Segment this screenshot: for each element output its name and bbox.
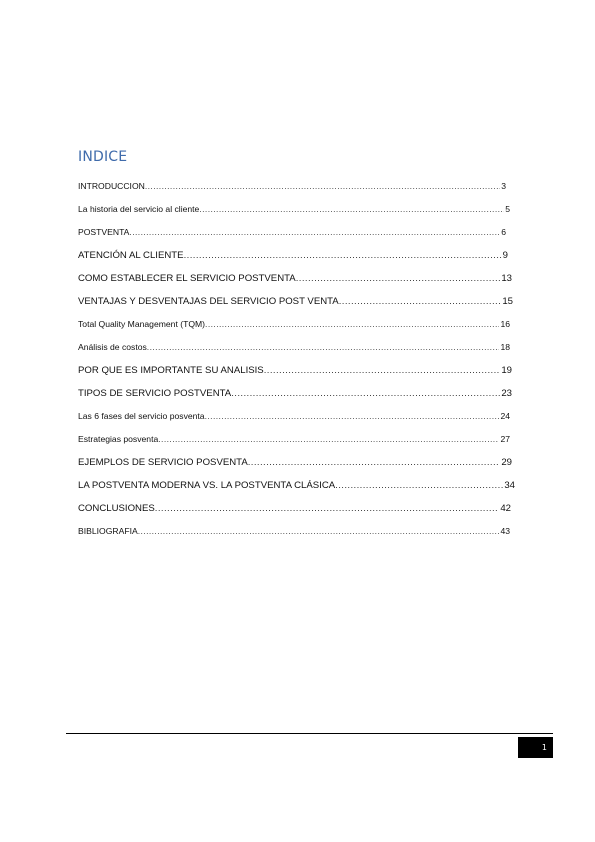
toc-entry-page: 19 (501, 365, 512, 376)
toc-leader-dots (339, 296, 502, 307)
page-number-box (518, 737, 553, 758)
toc-entry-page: 27 (500, 434, 510, 444)
toc-entry-title: TIPOS DE SERVICIO POSTVENTA (78, 388, 232, 399)
toc-entry[interactable] (78, 497, 518, 520)
toc-entry-title: Análisis de costos (78, 342, 147, 352)
toc-entry[interactable] (78, 198, 518, 221)
toc-entry-page: 29 (501, 457, 512, 468)
toc-entry-page: 5 (505, 204, 510, 214)
toc-leader-dots (335, 480, 503, 491)
toc-entry-page: 3 (501, 181, 506, 191)
toc-leader-dots (138, 526, 500, 536)
toc-leader-dots (231, 388, 500, 399)
toc-entry[interactable] (78, 290, 518, 313)
toc-leader-dots (145, 181, 500, 191)
toc-entry[interactable] (78, 313, 518, 336)
toc-leader-dots (205, 411, 500, 421)
toc-entry-title: POSTVENTA (78, 227, 130, 237)
toc-leader-dots (205, 319, 499, 329)
toc-entry-title: Total Quality Management (TQM) (78, 319, 206, 329)
toc-entry-title: COMO ESTABLECER EL SERVICIO POSTVENTA (78, 273, 296, 284)
toc-leader-dots (264, 365, 501, 376)
toc-entry[interactable] (78, 428, 518, 451)
toc-entry[interactable] (78, 405, 518, 428)
toc-leader-dots (158, 434, 499, 444)
toc-entry-page: 24 (500, 411, 510, 421)
toc-entry-title: ATENCIÓN AL CLIENTE (78, 250, 184, 261)
toc-entry-page: 15 (502, 296, 513, 307)
toc-entry[interactable] (78, 175, 518, 198)
toc-entry[interactable] (78, 359, 518, 382)
toc-entry-title: LA POSTVENTA MODERNA VS. LA POSTVENTA CLÁSICA (78, 480, 336, 491)
toc-entry[interactable] (78, 336, 518, 359)
toc-entry-page: 6 (501, 227, 506, 237)
toc-entry-title: BIBLIOGRAFIA (78, 526, 138, 536)
toc-leader-dots (199, 204, 504, 214)
footer-rule (66, 733, 553, 734)
toc-leader-dots (155, 503, 500, 514)
toc-entry-page: 42 (500, 503, 511, 514)
toc-entry-title: EJEMPLOS DE SERVICIO POSVENTA (78, 457, 248, 468)
toc-entry[interactable] (78, 474, 518, 497)
toc-entry[interactable] (78, 221, 518, 244)
toc-leader-dots (129, 227, 500, 237)
toc-heading: INDICE (78, 149, 128, 165)
toc-entry[interactable] (78, 267, 518, 290)
toc-entry-title: VENTAJAS Y DESVENTAJAS DEL SERVICIO POST VENTA (78, 296, 339, 307)
toc-leader-dots (248, 457, 501, 468)
toc-entry-title: Las 6 fases del servicio posventa (78, 411, 205, 421)
toc-entry-title: Estrategias posventa (78, 434, 159, 444)
toc-entry-page: 43 (500, 526, 510, 536)
toc-entry-title: CONCLUSIONES (78, 503, 155, 514)
toc-entry[interactable] (78, 244, 518, 267)
toc-entry-title: La historia del servicio al cliente (78, 204, 200, 214)
toc-entry-page: 9 (502, 250, 508, 261)
toc-entry[interactable] (78, 382, 518, 405)
toc-leader-dots (184, 250, 502, 261)
toc-entry[interactable] (78, 520, 518, 543)
toc-entry-title: POR QUE ES IMPORTANTE SU ANALISIS (78, 365, 264, 376)
toc-leader-dots (296, 273, 501, 284)
toc-entry-page: 34 (504, 480, 515, 491)
toc-entry-title: INTRODUCCION (78, 181, 145, 191)
toc-entry-page: 18 (500, 342, 510, 352)
table-of-contents (78, 175, 518, 543)
toc-leader-dots (147, 342, 500, 352)
toc-entry-page: 16 (500, 319, 510, 329)
toc-entry-page: 23 (501, 388, 512, 399)
toc-entry-page: 13 (501, 273, 512, 284)
toc-entry[interactable] (78, 451, 518, 474)
page-number: 1 (541, 743, 547, 752)
